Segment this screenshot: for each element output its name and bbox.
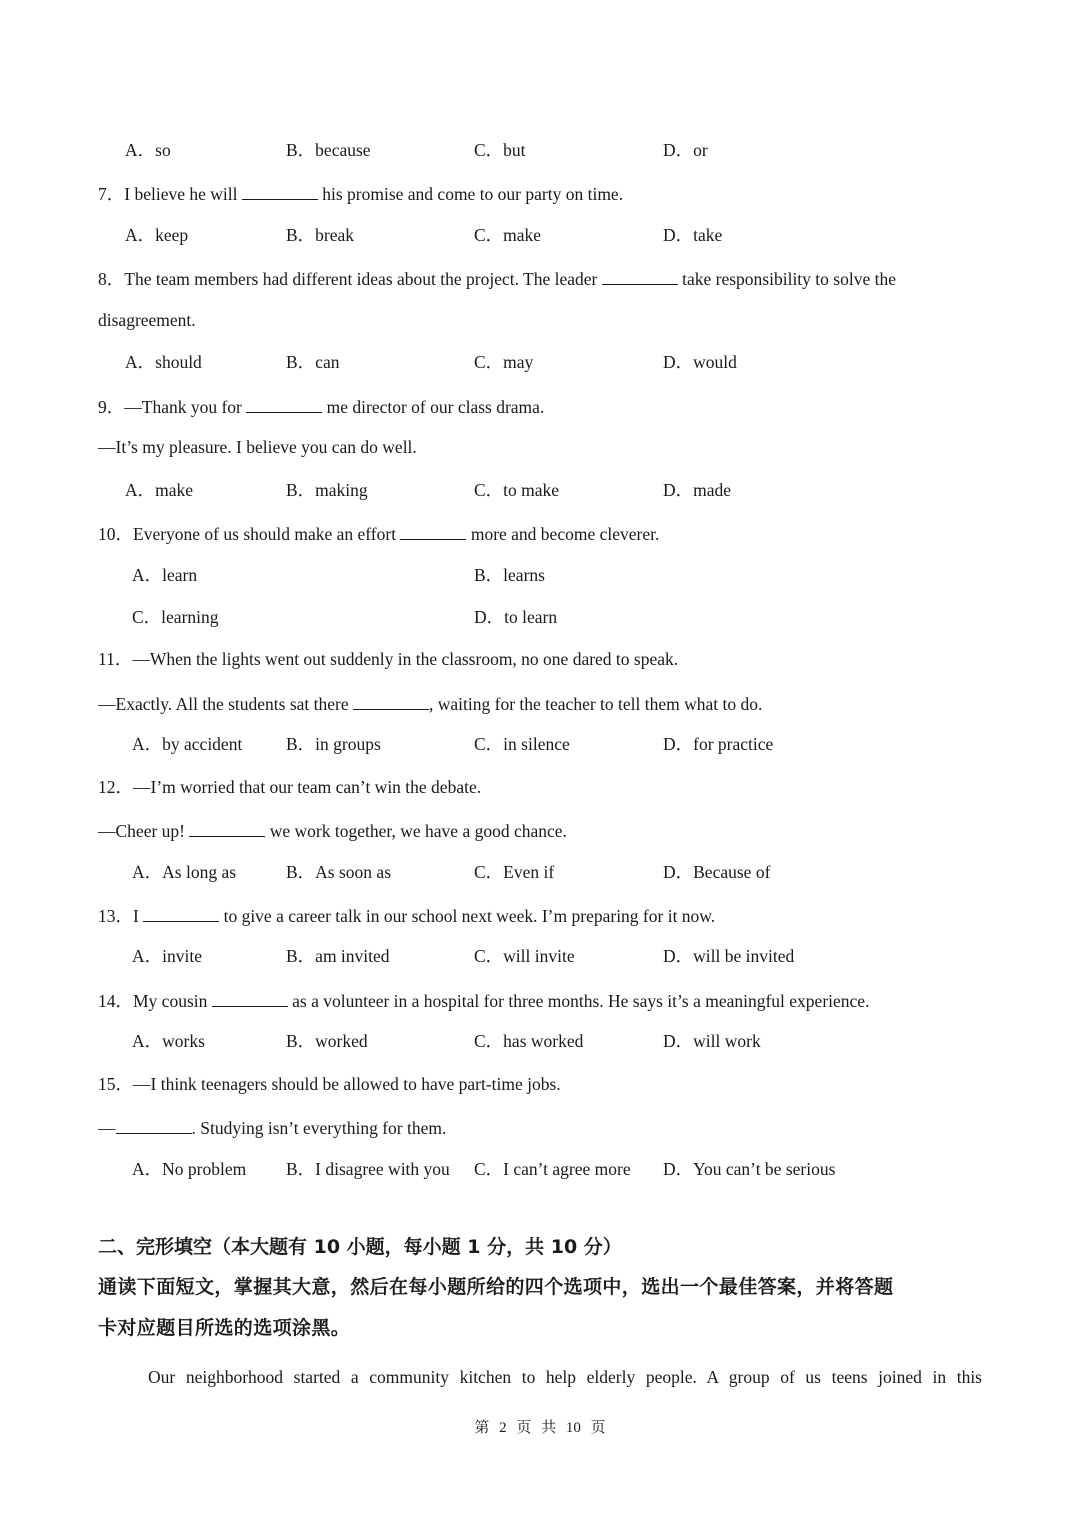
q9-reply: —It’s my pleasure. I believe you can do well. bbox=[98, 437, 417, 457]
q7-option-b: B．break bbox=[286, 225, 355, 245]
q13-option-a: A．invite bbox=[132, 946, 202, 966]
q13-option-d: D．will be invited bbox=[663, 946, 795, 966]
q12-option-b: B．As soon as bbox=[286, 862, 392, 882]
q9-option-b: B．making bbox=[286, 480, 368, 500]
answer-blank bbox=[189, 821, 265, 837]
q8-option-d: D．would bbox=[663, 352, 737, 372]
q6-option-b: B．because bbox=[286, 140, 371, 160]
q10-option-a: A．learn bbox=[132, 565, 198, 585]
q11-reply: —Exactly. All the students sat there , waiting for the teacher to tell them what to do. bbox=[98, 694, 763, 714]
q11-option-b: B．in groups bbox=[286, 734, 381, 754]
q10-option-b: B．learns bbox=[474, 565, 545, 585]
q11-stem: 11．—When the lights went out suddenly in the classroom, no one dared to speak. bbox=[98, 649, 679, 669]
q14-stem: 14．My cousin as a volunteer in a hospital for three months. He says it’s a meaningful experience. bbox=[98, 991, 870, 1011]
q15-option-c: C．I can’t agree more bbox=[474, 1159, 631, 1179]
q13-option-b: B．am invited bbox=[286, 946, 390, 966]
q11-option-a: A．by accident bbox=[132, 734, 243, 754]
q9-option-c: C．to make bbox=[474, 480, 560, 500]
answer-blank bbox=[212, 991, 288, 1007]
q13-stem: 13．I to give a career talk in our school next week. I’m preparing for it now. bbox=[98, 906, 716, 926]
q9-options bbox=[0, 482, 1080, 502]
answer-blank bbox=[242, 184, 318, 200]
q7-option-d: D．take bbox=[663, 225, 723, 245]
answer-blank bbox=[400, 524, 466, 540]
q15-options bbox=[0, 1161, 1080, 1181]
q15-reply: — . Studying isn’t everything for them. bbox=[98, 1118, 447, 1138]
q14-options bbox=[0, 1033, 1080, 1053]
q14-option-c: C．has worked bbox=[474, 1031, 584, 1051]
passage-first-line: Our neighborhood started a community kitchen to help elderly people. A group of us teens joined in this bbox=[148, 1367, 982, 1387]
q9-stem: 9．—Thank you for me director of our class drama. bbox=[98, 397, 545, 417]
q10-option-d: D．to learn bbox=[474, 607, 558, 627]
q12-option-d: D．Because of bbox=[663, 862, 771, 882]
q15-option-a: A．No problem bbox=[132, 1159, 247, 1179]
answer-blank bbox=[143, 906, 219, 922]
q15-stem: 15．—I think teenagers should be allowed to have part-time jobs. bbox=[98, 1074, 561, 1094]
q15-option-b: B．I disagree with you bbox=[286, 1159, 450, 1179]
q12-stem: 12．—I’m worried that our team can’t win the debate. bbox=[98, 777, 482, 797]
q6-option-c: C．but bbox=[474, 140, 526, 160]
q12-option-c: C．Even if bbox=[474, 862, 555, 882]
answer-blank bbox=[602, 269, 678, 285]
q14-option-b: B．worked bbox=[286, 1031, 368, 1051]
q14-option-a: A．works bbox=[132, 1031, 205, 1051]
q6-options bbox=[0, 142, 1080, 162]
q7-stem: 7．I believe he will his promise and come to our party on time. bbox=[98, 184, 624, 204]
q11-option-c: C．in silence bbox=[474, 734, 570, 754]
answer-blank bbox=[353, 694, 429, 710]
q12-reply: —Cheer up! we work together, we have a good chance. bbox=[98, 821, 567, 841]
q11-options bbox=[0, 736, 1080, 756]
q7-option-c: C．make bbox=[474, 225, 542, 245]
q13-option-c: C．will invite bbox=[474, 946, 575, 966]
answer-blank bbox=[246, 397, 322, 413]
q13-options bbox=[0, 948, 1080, 968]
q6-option-a: A．so bbox=[125, 140, 171, 160]
q8-option-c: C．may bbox=[474, 352, 534, 372]
answer-blank bbox=[116, 1118, 192, 1134]
section-instruction-line1: 通读下面短文，掌握其大意，然后在每小题所给的四个选项中，选出一个最佳答案，并将答题 bbox=[98, 1276, 894, 1298]
q12-options bbox=[0, 864, 1080, 884]
page-number: 第 2 页 共 10 页 bbox=[474, 1420, 606, 1436]
q8-stem-cont: disagreement. bbox=[98, 310, 196, 330]
q8-option-a: A．should bbox=[125, 352, 202, 372]
q7-option-a: A．keep bbox=[125, 225, 189, 245]
section-title: 二、完形填空（本大题有 10 小题，每小题 1 分，共 10 分） bbox=[98, 1236, 622, 1258]
q9-option-a: A．make bbox=[125, 480, 194, 500]
q8-options bbox=[0, 354, 1080, 374]
q15-option-d: D．You can’t be serious bbox=[663, 1159, 836, 1179]
q10-options-row2 bbox=[0, 609, 1080, 629]
q6-option-d: D．or bbox=[663, 140, 708, 160]
q7-options bbox=[0, 227, 1080, 247]
q12-option-a: A．As long as bbox=[132, 862, 237, 882]
section-instruction-line2: 卡对应题目所选的选项涂黑。 bbox=[98, 1317, 351, 1339]
q14-option-d: D．will work bbox=[663, 1031, 761, 1051]
q11-option-d: D．for practice bbox=[663, 734, 774, 754]
q8-stem: 8．The team members had different ideas about the project. The leader take responsibility to solve the bbox=[98, 269, 896, 289]
q10-options-row1 bbox=[0, 567, 1080, 587]
q10-option-c: C．learning bbox=[132, 607, 219, 627]
q10-stem: 10．Everyone of us should make an effort more and become cleverer. bbox=[98, 524, 660, 544]
q9-option-d: D．made bbox=[663, 480, 732, 500]
q8-option-b: B．can bbox=[286, 352, 340, 372]
